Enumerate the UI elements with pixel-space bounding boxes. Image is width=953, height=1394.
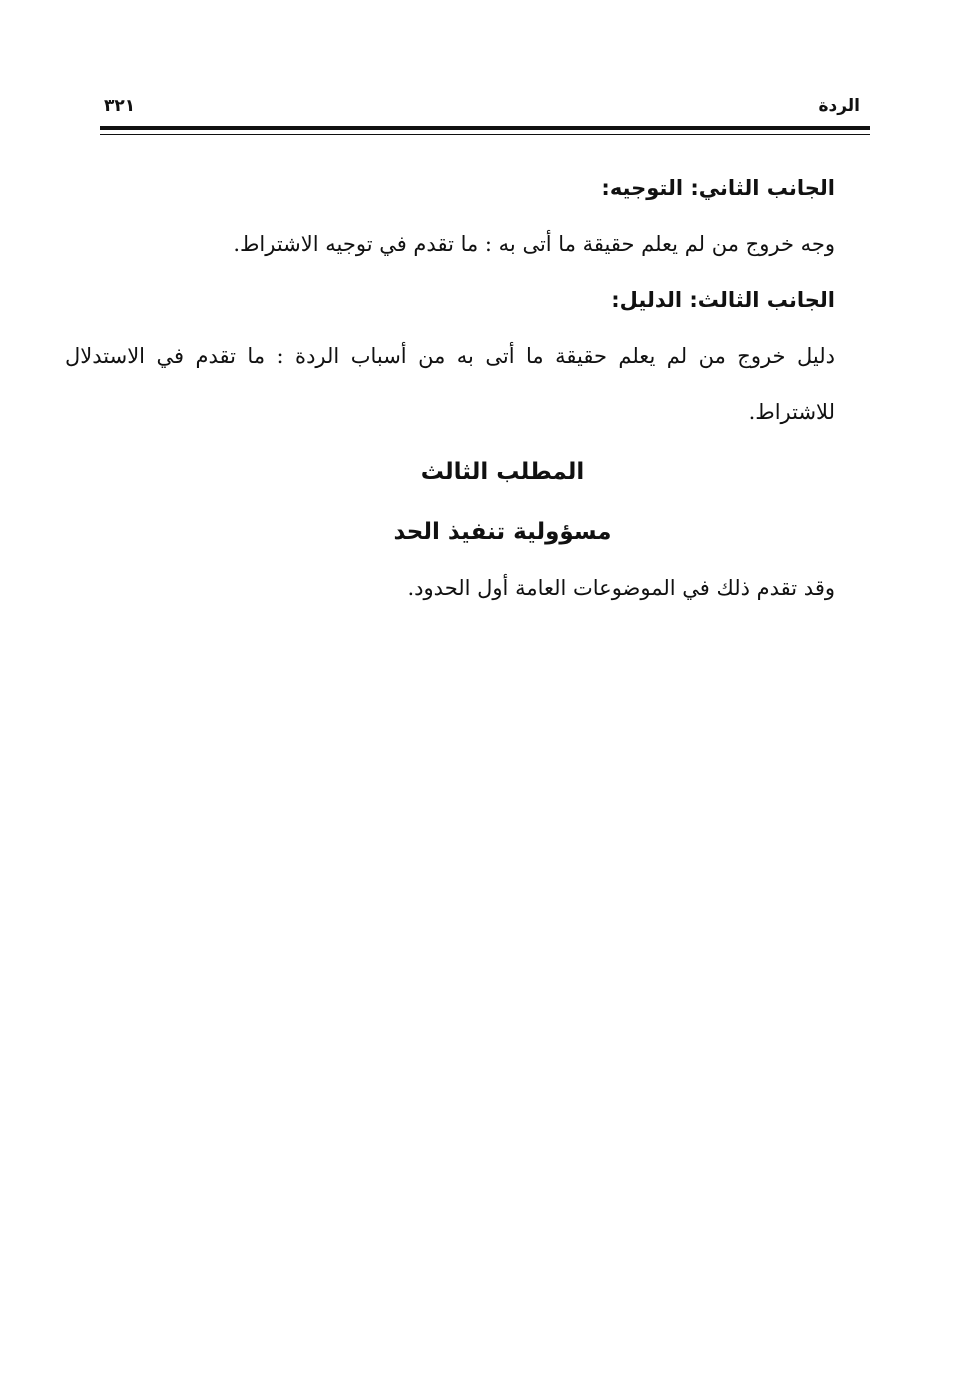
header-rule-thick <box>100 126 870 130</box>
paragraph-execution: وقد تقدم ذلك في الموضوعات العامة أول الحدود. <box>407 576 835 600</box>
page-number: ٣٢١ <box>104 96 136 116</box>
page-header <box>100 96 870 130</box>
subheading-evidence: الجانب الثالث: الدليل: <box>611 288 835 312</box>
paragraph-evidence: دليل خروج من لم يعلم حقيقة ما أتى به من أسباب الردة : ما تقدم في الاستدلال للاشتراط. <box>65 344 835 424</box>
header-rule-thin <box>100 134 870 135</box>
section-label: المطلب الثالث <box>420 459 585 485</box>
section-title: مسؤولية تنفيذ الحد <box>393 519 612 545</box>
running-title: الردة <box>818 96 860 116</box>
paragraph-guidance: وجه خروج من لم يعلم حقيقة ما أتى به : ما تقدم في توجيه الاشتراط. <box>233 232 835 256</box>
page-body <box>65 160 835 616</box>
subheading-guidance: الجانب الثاني: التوجيه: <box>601 176 835 200</box>
